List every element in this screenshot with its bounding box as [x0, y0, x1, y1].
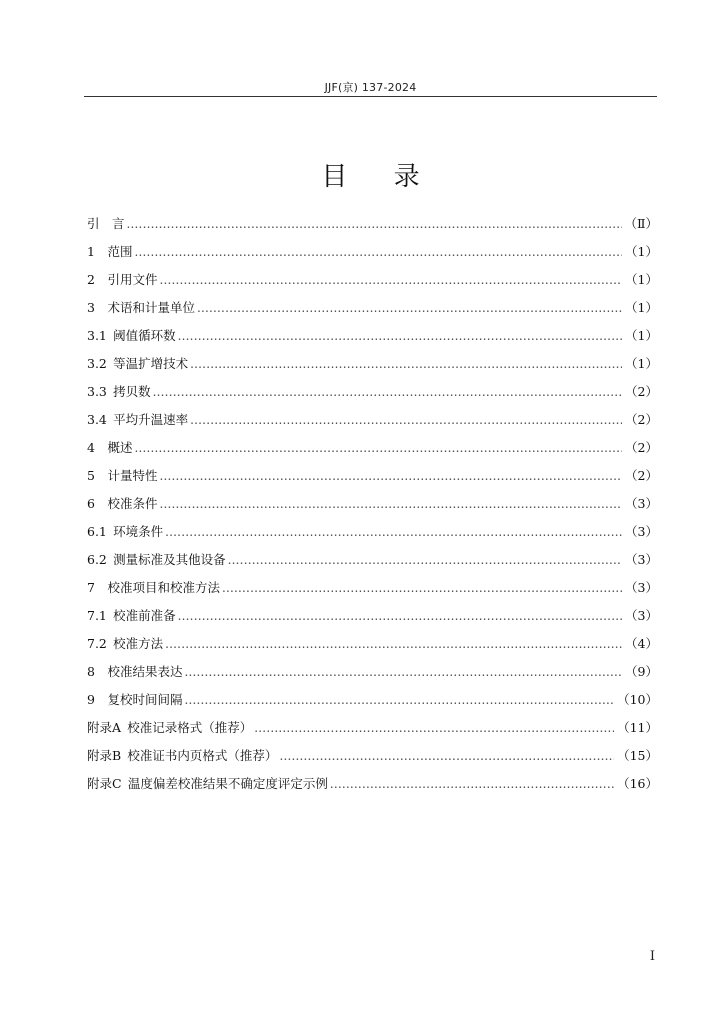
page-number: I [649, 949, 655, 964]
toc-entry[interactable] [87, 326, 658, 354]
toc-entry-label: 1 范围 [87, 244, 133, 259]
toc-entry-label: 4 概述 [87, 440, 133, 455]
toc-entry-label: 3 术语和计量单位 [87, 300, 195, 315]
dot-leader [178, 329, 622, 343]
toc-entry-page: （2） [625, 384, 658, 399]
toc-entry-page: （16） [617, 776, 658, 791]
dot-leader [153, 385, 622, 399]
toc-entry[interactable] [87, 662, 658, 690]
toc-entry[interactable] [87, 354, 658, 382]
toc-entry-page: （3） [625, 580, 658, 595]
toc-entry-label: 5 计量特性 [87, 468, 158, 483]
toc-entry-page: （1） [625, 272, 658, 287]
toc-entry-label: 3.4 平均升温速率 [87, 412, 189, 427]
dot-leader [165, 637, 622, 651]
toc-title: 目 录 [321, 162, 420, 192]
toc-entry-page: （10） [617, 692, 658, 707]
dot-leader [159, 273, 622, 287]
toc-entry-page: （1） [625, 300, 658, 315]
toc-entry[interactable] [87, 438, 658, 466]
dot-leader [165, 525, 622, 539]
dot-leader [184, 665, 622, 679]
toc-entry-page: （3） [625, 496, 658, 511]
toc-entry[interactable] [87, 494, 658, 522]
toc-entry[interactable] [87, 270, 658, 298]
toc-entry-label: 附录A 校准记录格式（推荐） [87, 720, 253, 735]
toc-entry-page: （3） [625, 552, 658, 567]
toc-entry[interactable] [87, 466, 658, 494]
toc-entry-page: （1） [625, 244, 658, 259]
dot-leader [330, 777, 614, 791]
dot-leader [190, 357, 622, 371]
toc-entry[interactable] [87, 718, 658, 746]
toc-entry-page: （2） [625, 412, 658, 427]
toc-entry[interactable] [87, 522, 658, 550]
toc-entry[interactable] [87, 410, 658, 438]
toc-entry-label: 7.2 校准方法 [87, 636, 164, 651]
toc-entry[interactable] [87, 242, 658, 270]
toc-entry[interactable] [87, 578, 658, 606]
toc-entry-page: （2） [625, 468, 658, 483]
toc-entry-page: （11） [617, 720, 658, 735]
dot-leader [134, 441, 622, 455]
dot-leader [184, 693, 614, 707]
toc-entry-label: 3.1 阈值循环数 [87, 328, 176, 343]
dot-leader [127, 217, 622, 231]
document-code-header: JJF(京) 137-2024 [324, 81, 417, 94]
toc-entry-label: 附录B 校准证书内页格式（推荐） [87, 748, 278, 763]
dot-leader [159, 469, 622, 483]
dot-leader [228, 553, 622, 567]
toc-entry-page: （3） [625, 608, 658, 623]
toc-entry-label: 7 校准项目和校准方法 [87, 580, 220, 595]
toc-entry[interactable] [87, 214, 658, 242]
toc-entry-page: （Ⅱ） [624, 216, 658, 231]
toc-entry[interactable] [87, 298, 658, 326]
toc-entry-label: 2 引用文件 [87, 272, 158, 287]
toc-entry[interactable] [87, 382, 658, 410]
dot-leader [159, 497, 622, 511]
toc-entry-page: （1） [625, 356, 658, 371]
toc-entry[interactable] [87, 746, 658, 774]
toc-entry-page: （2） [625, 440, 658, 455]
toc-entry-label: 9 复校时间间隔 [87, 692, 183, 707]
toc-entry-page: （4） [625, 636, 658, 651]
toc-entry-label: 6.1 环境条件 [87, 524, 164, 539]
toc-entry-page: （9） [625, 664, 658, 679]
toc-entry-label: 7.1 校准前准备 [87, 608, 176, 623]
toc-entry[interactable] [87, 606, 658, 634]
toc-entry-label: 6.2 测量标准及其他设备 [87, 552, 226, 567]
dot-leader [254, 721, 614, 735]
toc-entry-label: 3.2 等温扩增技术 [87, 356, 189, 371]
toc-entry-page: （3） [625, 524, 658, 539]
toc-entry[interactable] [87, 690, 658, 718]
dot-leader [222, 581, 622, 595]
toc-entry-page: （15） [617, 748, 658, 763]
table-of-contents [87, 214, 658, 802]
toc-entry[interactable] [87, 774, 658, 802]
dot-leader [190, 413, 622, 427]
toc-entry-label: 8 校准结果表达 [87, 664, 183, 679]
dot-leader [134, 245, 622, 259]
toc-entry-page: （1） [625, 328, 658, 343]
toc-entry[interactable] [87, 634, 658, 662]
toc-entry-label: 附录C 温度偏差校准结果不确定度评定示例 [87, 776, 328, 791]
toc-entry-label: 3.3 拷贝数 [87, 384, 151, 399]
toc-entry-label: 6 校准条件 [87, 496, 158, 511]
header-divider [84, 96, 657, 97]
dot-leader [279, 749, 614, 763]
dot-leader [197, 301, 622, 315]
dot-leader [178, 609, 622, 623]
toc-entry-label: 引 言 [87, 216, 125, 231]
toc-entry[interactable] [87, 550, 658, 578]
